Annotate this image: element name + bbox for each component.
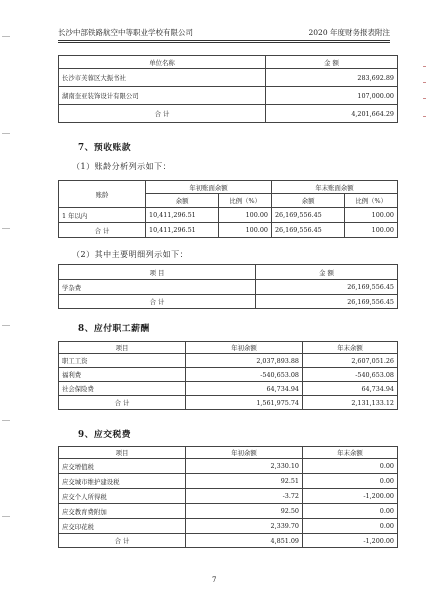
table-row xyxy=(59,354,398,368)
table-row xyxy=(59,474,398,489)
unit-name: 湖南奎亚装饰设计有限公司 xyxy=(59,87,266,105)
total-row xyxy=(59,223,398,238)
begin-value: 92.51 xyxy=(186,474,303,489)
total-label: 合 计 xyxy=(59,105,266,123)
total-value: 26,169,556.45 xyxy=(256,295,398,309)
document-title: 2020 年度财务报表附注 xyxy=(308,28,390,37)
table-row xyxy=(59,280,398,295)
col-header-ratio: 比例（%） xyxy=(219,194,272,208)
begin-ratio: 100.00 xyxy=(219,223,272,238)
edge-mark xyxy=(2,516,10,517)
end-ratio: 100.00 xyxy=(345,223,398,238)
end-value: 0.00 xyxy=(303,519,398,534)
col-header-item: 项目 xyxy=(59,447,186,459)
col-header-end: 年末余额 xyxy=(303,342,398,354)
begin-value: -3.72 xyxy=(186,489,303,504)
item-label: 学杂费 xyxy=(59,280,256,295)
edge-mark xyxy=(423,82,426,83)
col-header-item: 项 目 xyxy=(59,265,256,280)
table-row xyxy=(59,69,398,87)
end-value: -1,200.00 xyxy=(303,534,398,548)
end-value: 0.00 xyxy=(303,459,398,474)
table-row xyxy=(59,459,398,474)
total-row xyxy=(59,105,398,123)
col-header-amount: 余额 xyxy=(146,194,219,208)
edge-mark xyxy=(423,98,426,99)
item-label: 职工工资 xyxy=(59,354,186,368)
edge-mark xyxy=(2,228,10,229)
total-label: 合 计 xyxy=(59,396,186,410)
begin-value: 2,339.70 xyxy=(186,519,303,534)
begin-value: 2,330.10 xyxy=(186,459,303,474)
unit-name: 长沙市芙蓉区大振书社 xyxy=(59,69,266,87)
section-title: 8、应付职工薪酬 xyxy=(78,324,150,334)
col-group-end: 年末账面余额 xyxy=(271,181,397,194)
col-header-amount: 余额 xyxy=(271,194,344,208)
end-value: -1,200.00 xyxy=(303,489,398,504)
company-name: 长沙中部铁路航空中等职业学校有限公司 xyxy=(58,28,193,37)
edge-mark xyxy=(2,325,10,326)
item-label: 应交个人所得税 xyxy=(59,489,186,504)
end-value: 2,131,133.12 xyxy=(303,396,398,410)
end-amount: 26,169,556.45 xyxy=(271,208,344,223)
begin-value: 4,851.09 xyxy=(186,534,303,548)
begin-amount: 10,411,296.51 xyxy=(146,208,219,223)
begin-amount: 10,411,296.51 xyxy=(146,223,219,238)
col-header-aging: 账龄 xyxy=(59,181,146,208)
aging-label: 1 年以内 xyxy=(59,208,146,223)
col-header-unit: 单位名称 xyxy=(59,56,266,69)
total-label: 合 计 xyxy=(59,223,146,238)
col-header-amount: 金 额 xyxy=(256,265,398,280)
total-value: 4,201,664.29 xyxy=(266,105,398,123)
col-header-amount: 金 额 xyxy=(266,56,398,69)
end-value: -540,653.08 xyxy=(303,368,398,382)
end-value: 0.00 xyxy=(303,474,398,489)
subsection-title: （2）其中主要明细列示如下： xyxy=(72,250,189,259)
col-group-begin: 年初账面余额 xyxy=(146,181,272,194)
end-ratio: 100.00 xyxy=(345,208,398,223)
table-row xyxy=(59,368,398,382)
begin-value: 64,734.94 xyxy=(186,382,303,396)
col-header-item: 项目 xyxy=(59,342,186,354)
table-row xyxy=(59,208,398,223)
total-row xyxy=(59,534,398,548)
table-row xyxy=(59,382,398,396)
table-row xyxy=(59,504,398,519)
begin-value: 92.50 xyxy=(186,504,303,519)
total-row xyxy=(59,295,398,309)
edge-mark xyxy=(2,36,10,37)
section-title: 9、应交税费 xyxy=(78,430,132,440)
edge-mark xyxy=(2,420,10,421)
end-value: 2,607,051.26 xyxy=(303,354,398,368)
end-value: 0.00 xyxy=(303,504,398,519)
item-label: 福利费 xyxy=(59,368,186,382)
page-number: 7 xyxy=(212,576,217,584)
end-value: 64,734.94 xyxy=(303,382,398,396)
payroll-table xyxy=(58,341,398,410)
total-row xyxy=(59,396,398,410)
col-header-ratio: 比例（%） xyxy=(345,194,398,208)
item-label: 应交印花税 xyxy=(59,519,186,534)
aging-table xyxy=(58,180,398,238)
amount: 283,692.89 xyxy=(266,69,398,87)
detail-table xyxy=(58,264,398,309)
item-label: 应交增值税 xyxy=(59,459,186,474)
item-label: 社会保险费 xyxy=(59,382,186,396)
begin-value: -540,653.08 xyxy=(186,368,303,382)
col-header-end: 年末余额 xyxy=(303,447,398,459)
page-header xyxy=(58,27,390,41)
col-header-begin: 年初余额 xyxy=(186,447,303,459)
begin-value: 2,037,893.88 xyxy=(186,354,303,368)
item-label: 应交城市维护建设税 xyxy=(59,474,186,489)
edge-mark xyxy=(423,66,426,67)
begin-ratio: 100.00 xyxy=(219,208,272,223)
edge-mark xyxy=(2,133,10,134)
section-title: 7、预收账款 xyxy=(78,143,132,153)
end-amount: 26,169,556.45 xyxy=(271,223,344,238)
total-label: 合 计 xyxy=(59,295,256,309)
table-row xyxy=(59,87,398,105)
edge-mark xyxy=(423,116,426,117)
amount: 107,000.00 xyxy=(266,87,398,105)
amount: 26,169,556.45 xyxy=(256,280,398,295)
payable-table xyxy=(58,55,398,123)
subsection-title: （1）账龄分析列示如下： xyxy=(72,162,172,171)
begin-value: 1,561,975.74 xyxy=(186,396,303,410)
table-row xyxy=(59,489,398,504)
table-row xyxy=(59,519,398,534)
item-label: 应交教育费附加 xyxy=(59,504,186,519)
col-header-begin: 年初余额 xyxy=(186,342,303,354)
total-label: 合 计 xyxy=(59,534,186,548)
tax-table xyxy=(58,446,398,548)
